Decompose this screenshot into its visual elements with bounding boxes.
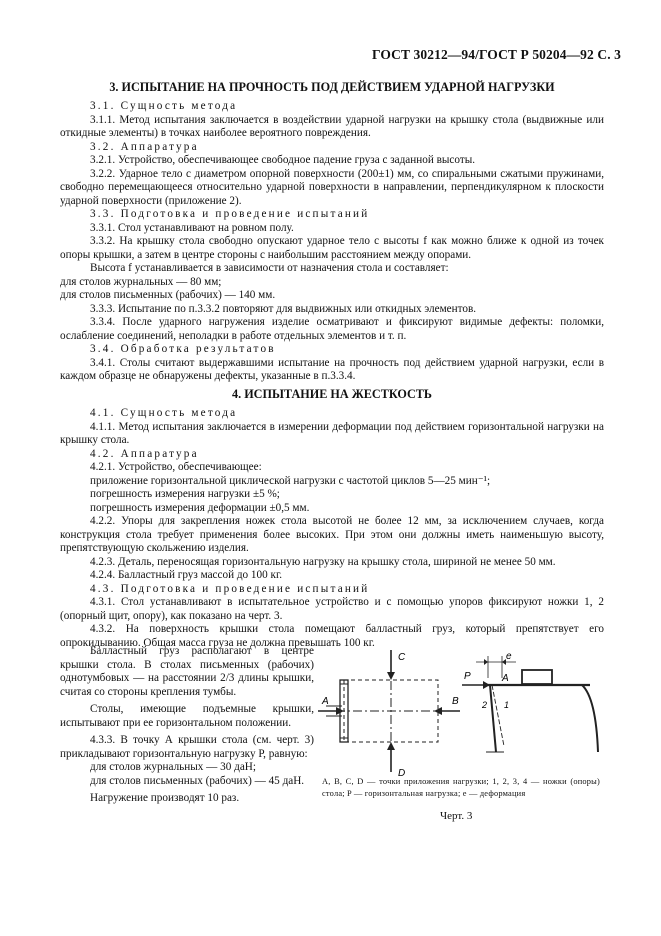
figure-3-drawing: [316, 648, 612, 778]
label-leg-1: 1: [504, 700, 510, 710]
section-4-paragraph-8: 4.2.3. Деталь, переносящая горизонтальную нагрузку на крышку стола, шириной не менее 50 мм.: [90, 555, 556, 568]
left-column-paragraph-3: для столов журнальных — 30 даН;: [90, 761, 256, 773]
section-3-paragraph-9: для столов журнальных — 80 мм;: [60, 275, 222, 288]
left-column-paragraph-4: для столов письменных (рабочих) — 45 даН.: [90, 774, 305, 787]
section-3-paragraph-0: 3.1. Сущность метода: [90, 100, 238, 112]
left-column-paragraph-0: Балластный груз располагают в центре крышки стола. В столах письменных (рабочих) однотумбовых — на расстоянии 2/3 длины крышки, считая со стороны крепления тумбы.: [60, 645, 314, 698]
section-4-paragraph-11: 4.3.1. Стол устанавливают в испытательное устройство и с помощью упоров фиксируют ножки 1, 2 (опорный щит, опору), как показано на черт. 3.: [60, 596, 604, 622]
section-3-title: 3. ИСПЫТАНИЕ НА ПРОЧНОСТЬ ПОД ДЕЙСТВИЕМ УДАРНОЙ НАГРУЗКИ: [109, 80, 555, 94]
left-column-text: [60, 645, 314, 806]
left-column-paragraph-1: Столы, имеющие подъемные крышки, испытывают при ее горизонтальном положении.: [60, 703, 314, 729]
label-d: D: [398, 768, 406, 778]
label-e: e: [506, 651, 512, 662]
label-a-side: A: [502, 673, 509, 684]
section-4-paragraph-2: 4.2. Аппаратура: [90, 447, 199, 460]
section-4-title: 4. ИСПЫТАНИЕ НА ЖЕСТКОСТЬ: [232, 387, 432, 401]
label-c: C: [398, 652, 406, 663]
section-3-paragraph-1: 3.1.1. Метод испытания заключается в воздействии ударной нагрузки на крышку стола (выдвижные или откидные элементы) в точках наиболее вероятного повреждения.: [60, 113, 604, 139]
section-3-paragraph-8: Высота f устанавливается в зависимости от назначения стола и составляет:: [90, 262, 449, 274]
figure-number: Черт. 3: [440, 810, 473, 822]
section-4-paragraph-10: 4.3. Подготовка и проведение испытаний: [90, 582, 370, 595]
section-4-paragraph-4: приложение горизонтальной циклической нагрузки с частотой циклов 5—25 мин⁻¹;: [90, 474, 491, 487]
section-4-paragraph-1: 4.1.1. Метод испытания заключается в измерении деформации под действием горизонтальной нагрузки на крышку стола.: [60, 420, 604, 446]
section-3-paragraph-12: 3.3.4. После ударного нагружения изделие осматривают и фиксируют видимые дефекты: поломки, ослабление соединений, неполадки в работе отдельных элементов и т. п.: [60, 316, 604, 342]
label-p: P: [464, 671, 471, 682]
section-4-paragraph-6: погрешность измерения деформации ±0,5 мм.: [90, 501, 310, 514]
section-3-body: [60, 100, 604, 384]
section-4-paragraph-9: 4.2.4. Балластный груз массой до 100 кг.: [90, 569, 283, 581]
page-header: ГОСТ 30212—94/ГОСТ Р 50204—92 С. 3: [372, 47, 621, 62]
section-3-paragraph-2: 3.2. Аппаратура: [90, 140, 199, 153]
section-4-paragraph-3: 4.2.1. Устройство, обеспечивающее:: [90, 461, 262, 473]
section-3-paragraph-4: 3.2.2. Ударное тело с диаметром опорной поверхности (200±1) мм, со спиральными сжатыми пружинами, свободно перемещающееся относительно ударной поверхности в направлении, перпендикулярном к плоскости ударной поверхности (приложение 2).: [60, 167, 604, 207]
label-leg-2: 2: [482, 700, 488, 710]
section-3-paragraph-3: 3.2.1. Устройство, обеспечивающее свободное падение груза с заданной высоты.: [90, 154, 476, 166]
section-3-paragraph-11: 3.3.3. Испытание по п.3.3.2 повторяют для выдвижных или откидных элементов.: [90, 302, 477, 315]
label-a-plan: A: [322, 696, 329, 707]
section-3-paragraph-13: 3.4. Обработка результатов: [90, 343, 276, 355]
section-3-paragraph-7: 3.3.2. На крышку стола свободно опускают ударное тело с высоты f как можно ближе к одной из точек опоры крышки, а затем в центре стороны с наибольшим расстоянием между опорами.: [60, 235, 604, 261]
section-4-paragraph-5: погрешность измерения нагрузки ±5 %;: [90, 488, 280, 500]
section-3-paragraph-10: для столов письменных (рабочих) — 140 мм.: [60, 289, 276, 301]
section-3-paragraph-6: 3.3.1. Стол устанавливают на ровном полу.: [90, 221, 294, 234]
section-4-paragraph-12: 4.3.2. На поверхность крышки стола помещают балластный груз, который препятствует его опрокидыванию. Общая масса груза не должна превышать 100 кг.: [60, 623, 604, 649]
figure-caption: A, B, C, D — точки приложения нагрузки; 1, 2, 3, 4 — ножки (опоры) стола; P — горизонтальная нагрузка; e — деформация: [322, 777, 600, 798]
left-column-paragraph-2: 4.3.3. В точку А крышки стола (см. черт. 3) прикладывают горизонтальную нагрузку Р, равную:: [60, 734, 314, 760]
section-3-paragraph-14: 3.4.1. Столы считают выдержавшими испытание на прочность под действием ударной нагрузки, если в каждом образце не обнаружены дефекты, указанные в п.3.3.4.: [60, 356, 604, 382]
section-4-paragraph-0: 4.1. Сущность метода: [90, 407, 238, 419]
section-3-paragraph-5: 3.3. Подготовка и проведение испытаний: [90, 208, 370, 220]
section-4-paragraph-7: 4.2.2. Упоры для закрепления ножек стола высотой не более 12 мм, за исключением случаев, когда конструкция стола требует применения более высоких. При этом они должны иметь наименьшую высоту, препятствующую скольжению изделия.: [60, 515, 604, 554]
section-4-body: [60, 407, 604, 650]
label-b: B: [452, 696, 459, 707]
left-column-paragraph-5: Нагружение производят 10 раз.: [90, 792, 240, 804]
